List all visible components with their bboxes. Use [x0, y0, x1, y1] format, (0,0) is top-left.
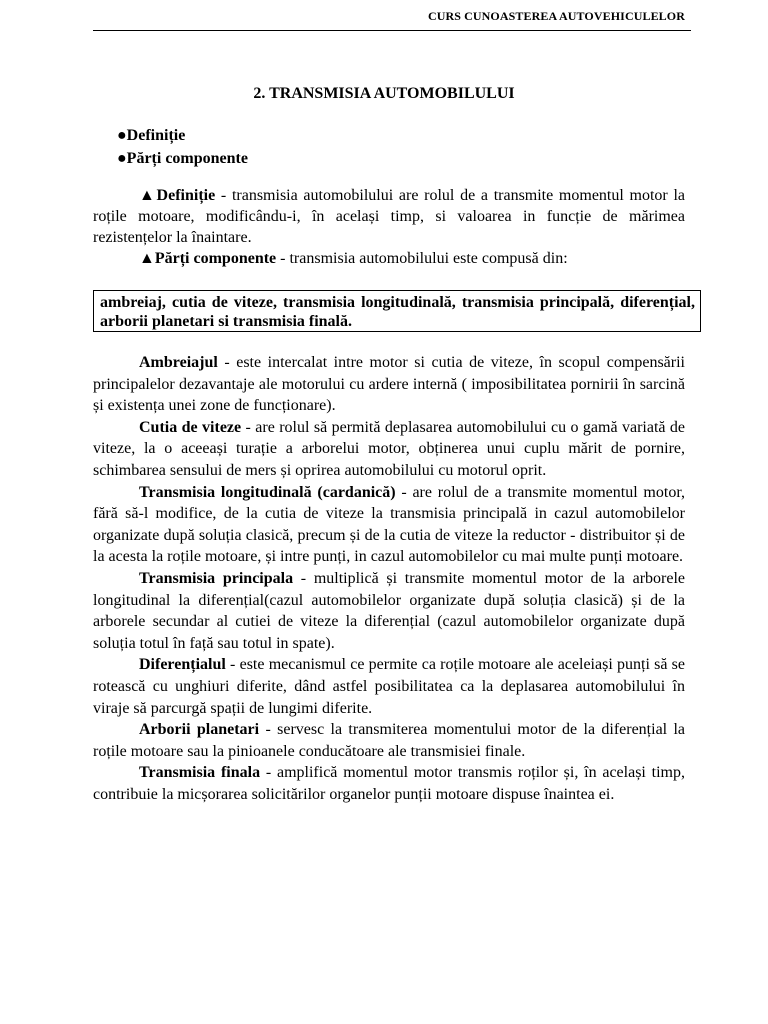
definition-block: [93, 185, 685, 269]
paragraph-cutia-de-viteze: [93, 417, 685, 482]
header-rule: [93, 30, 691, 31]
term-ambreiaj: Ambreiajul: [139, 354, 218, 371]
section-outline: [117, 124, 248, 170]
outline-item-components: ●Părți componente: [117, 150, 248, 167]
paragraph-transmisia-principala: [93, 568, 685, 654]
components-intro-paragraph: [93, 248, 685, 269]
paragraph-diferential: [93, 654, 685, 719]
definition-term: ▲Definiție: [139, 187, 216, 204]
text-diferential: - este mecanismul ce permite ca roțile motoare ale aceleiași punți să se rotească cu unghiuri diferite, dând astfel posibilitatea ca la deplasarea automobilului în viraje să parcurgă spații de lungimi diferite.: [93, 656, 685, 717]
components-intro-text: - transmisia automobilului este compusă din:: [276, 250, 568, 267]
text-ambreiaj: - este intercalat intre motor si cutia de viteze, în scopul compensării principalelor dezavantaje ale motorului cu ardere internă ( imposibilitatea pornirii în sarcină și existența unei zone de funcționare).: [93, 354, 685, 415]
text-transmisia-longitudinala: - are rolul de a transmite momentul motor, fără să-l modifice, de la cutia de viteze la transmisia principală in cazul automobilelor organizate după soluția clasică, precum și de la cutia de viteze la reductor - distribuitor și de la acesta la roțile motoare, și intre punți, in cazul automobilelor cu mai multe punți motoare.: [93, 483, 685, 566]
text-cutia-de-viteze: - are rolul să permită deplasarea automobilului cu o gamă variată de viteze, la o aceeași turație a arborelui motor, obținerea unui cuplu mărit de pornire, schimbarea sensului de mers și oprirea automobilului cu motorul oprit.: [93, 418, 685, 479]
text-transmisia-principala: - multiplică și transmite momentul motor de la arborele longitudinal la diferențial(cazul automobilelor organizate după soluția clasică) și de la arborele secundar al cutiei de viteze la diferențial (cazul automobilelor organizate după soluția totul în față sau totul in spate).: [93, 569, 685, 652]
term-arborii-planetari: Arborii planetari: [139, 721, 260, 739]
paragraph-transmisia-longitudinala: [93, 482, 685, 568]
components-descriptions: [93, 352, 685, 805]
term-transmisia-finala: Transmisia finala: [139, 764, 261, 782]
text-transmisia-finala: - amplifică momentul motor transmis roților și, în același timp, contribuie la micșorarea solicitărilor organelor punții motoare dispuse înaintea ei.: [93, 764, 686, 803]
paragraph-transmisia-finala: [93, 762, 685, 805]
term-transmisia-longitudinala: Transmisia longitudinală (cardanică): [139, 483, 396, 501]
paragraph-ambreiaj: [93, 352, 685, 417]
running-header: CURS CUNOASTEREA AUTOVEHICULELOR: [427, 9, 685, 23]
outline-item-definition: ●Definiție: [117, 127, 186, 144]
term-diferential: Diferențialul: [139, 656, 226, 674]
term-transmisia-principala: Transmisia principala: [139, 569, 294, 587]
components-box: ambreiaj, cutia de viteze, transmisia longitudinală, transmisia principală, diferențial, arborii planetari si transmisia finală.: [93, 290, 701, 332]
definition-paragraph: [93, 185, 685, 248]
definition-text: - transmisia automobilului are rolul de a transmite momentul motor la roțile motoare, modificându-i, în același timp, si valoarea in funcție de mărimea rezistențelor la înaintare.: [93, 187, 686, 246]
term-cutia-de-viteze: Cutia de viteze: [139, 418, 242, 436]
paragraph-arborii-planetari: [93, 719, 685, 762]
text-arborii-planetari: - servesc la transmiterea momentului motor de la diferențial la roțile motoare sau la pinioanele conducătoare ale transmisiei finale.: [93, 721, 686, 760]
chapter-title: 2. TRANSMISIA AUTOMOBILULUI: [253, 85, 515, 102]
components-intro-term: ▲Părți componente: [139, 250, 277, 267]
